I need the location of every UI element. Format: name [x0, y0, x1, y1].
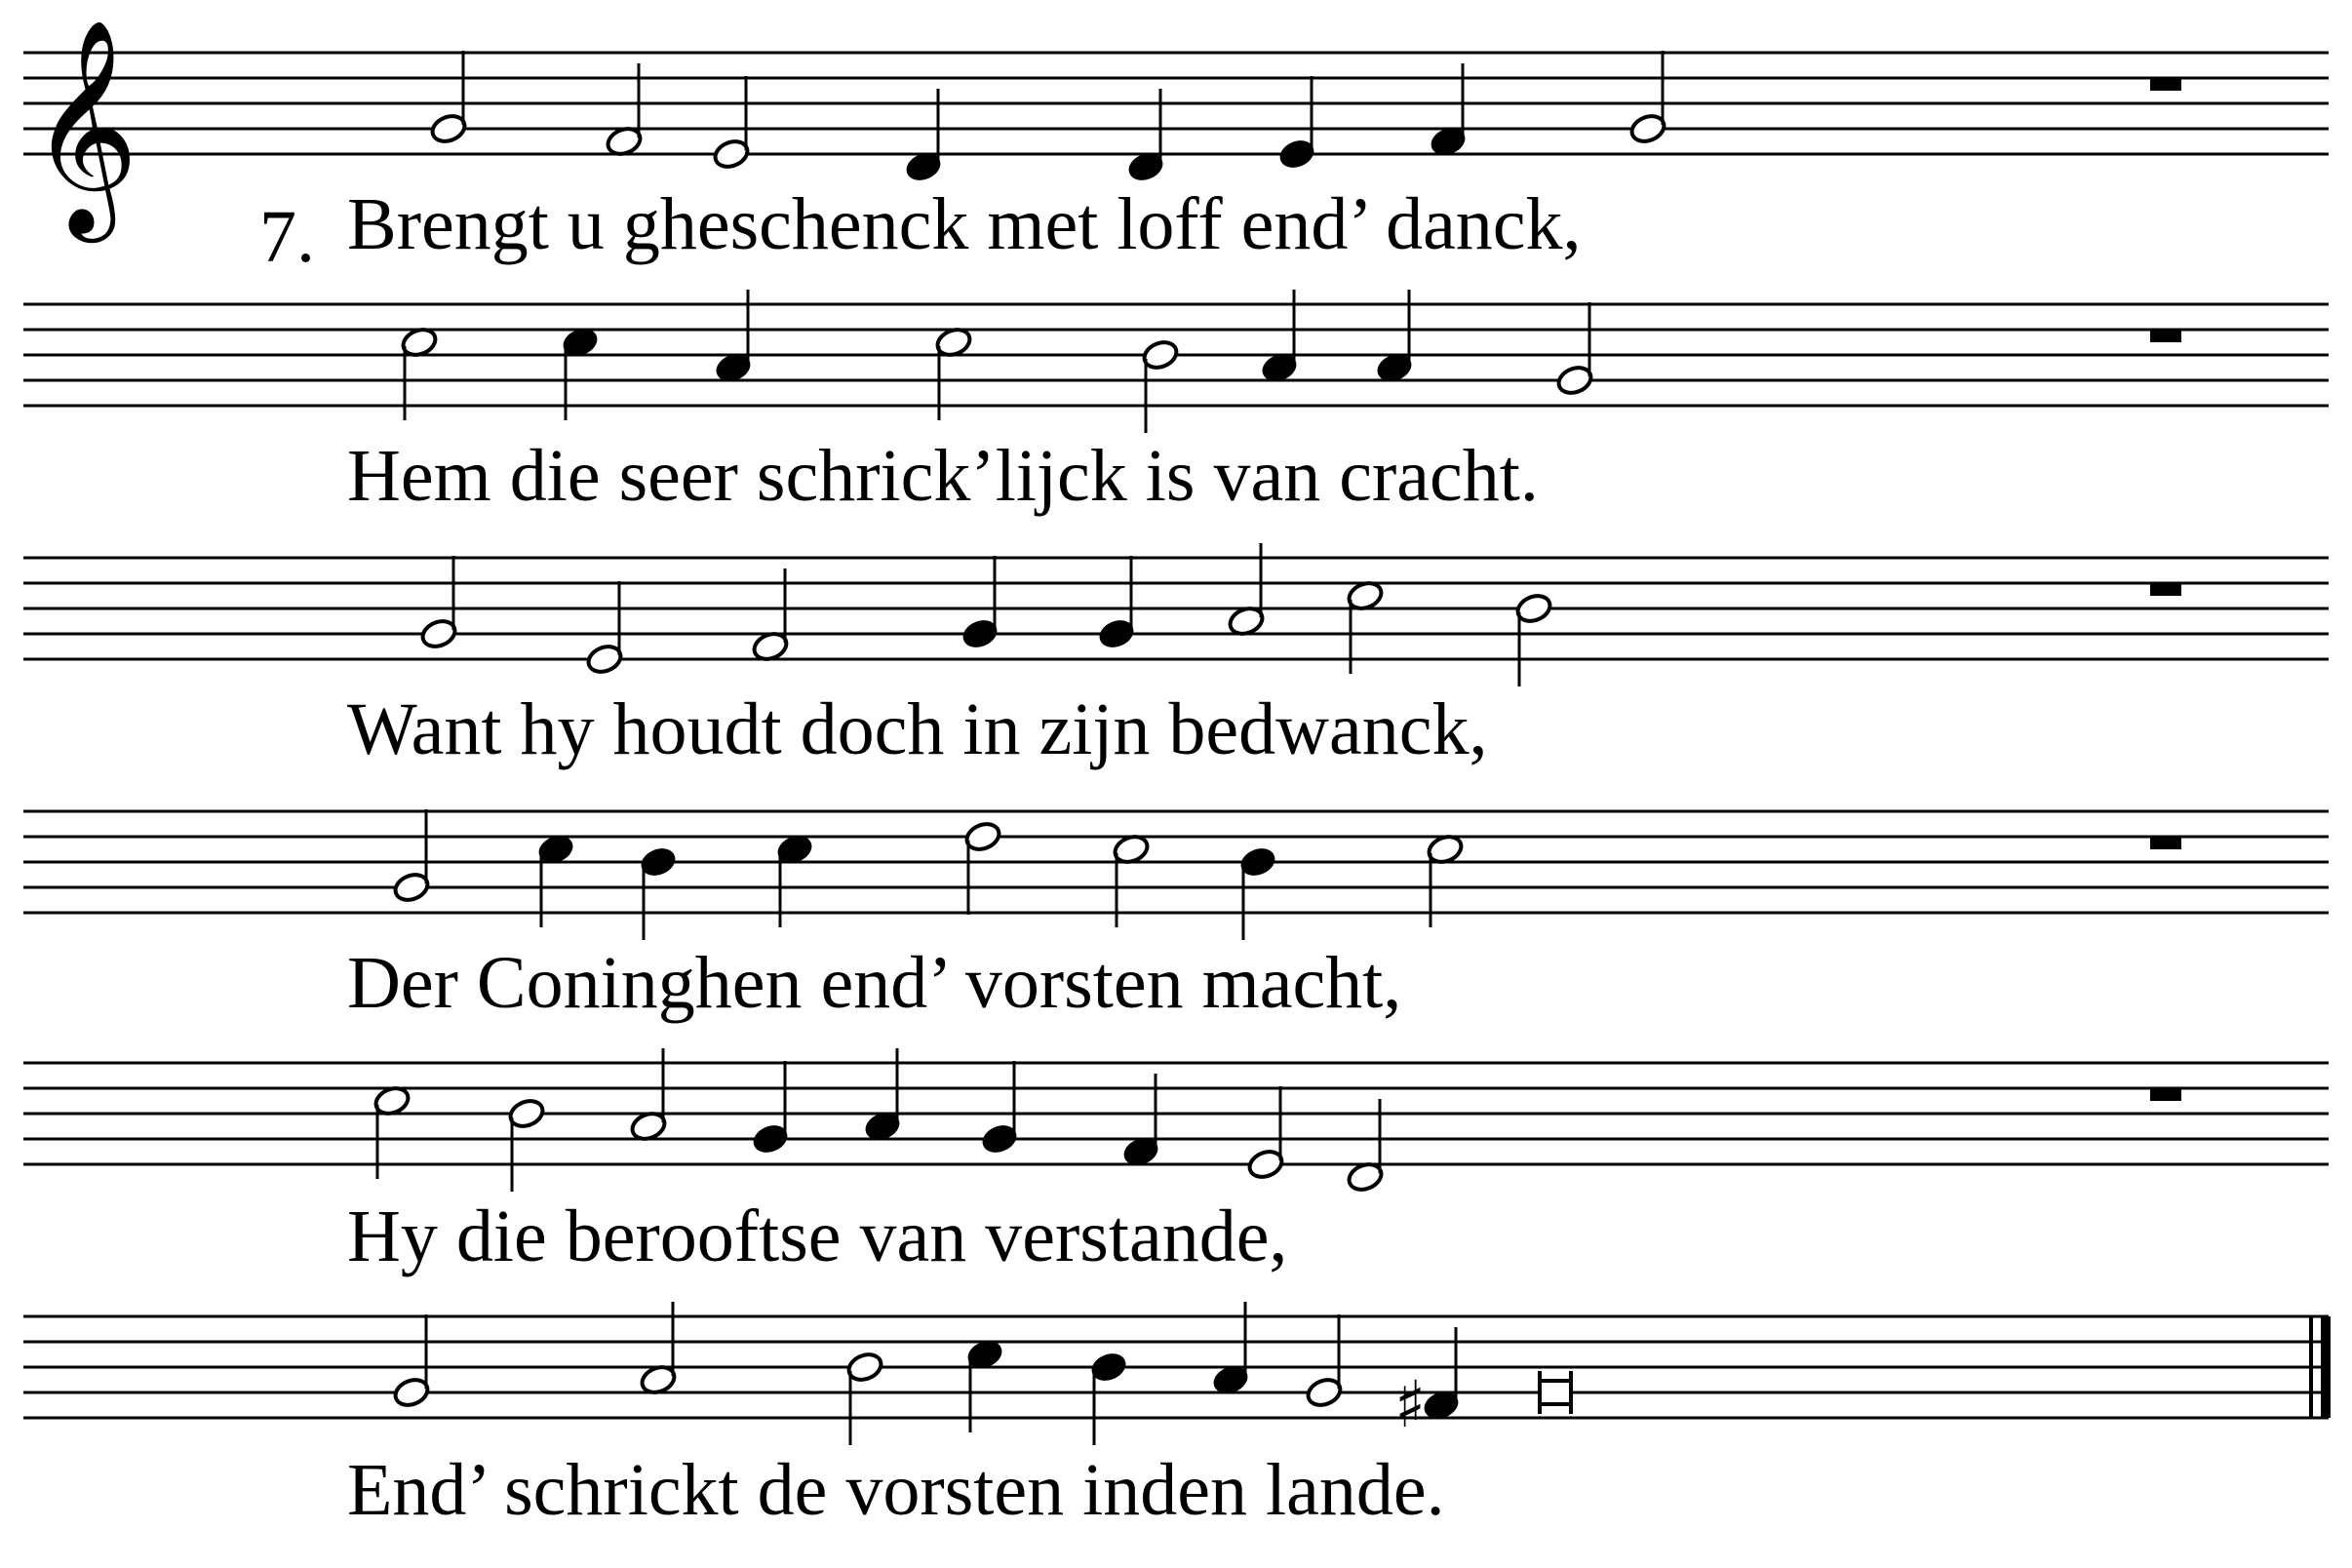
- treble-clef-icon: 𝄞: [29, 18, 139, 233]
- lyric-line-2: Hem die seer schrick’lijck is van cracht.: [347, 435, 1539, 517]
- verse-number: 7.: [259, 196, 315, 278]
- lyric-line-1: Brengt u gheschenck met loff end’ danck,: [347, 183, 1582, 265]
- lyric-line-6: End’ schrickt de vorsten inden lande.: [347, 1449, 1445, 1531]
- lyric-line-5: Hy die berooftse van verstande,: [347, 1196, 1288, 1277]
- lyric-line-3: Want hy houdt doch in zijn bedwanck,: [347, 688, 1488, 770]
- sharp-accidental: ♯: [1394, 1367, 1426, 1442]
- lyric-line-4: Der Coninghen end’ vorsten macht,: [347, 942, 1402, 1024]
